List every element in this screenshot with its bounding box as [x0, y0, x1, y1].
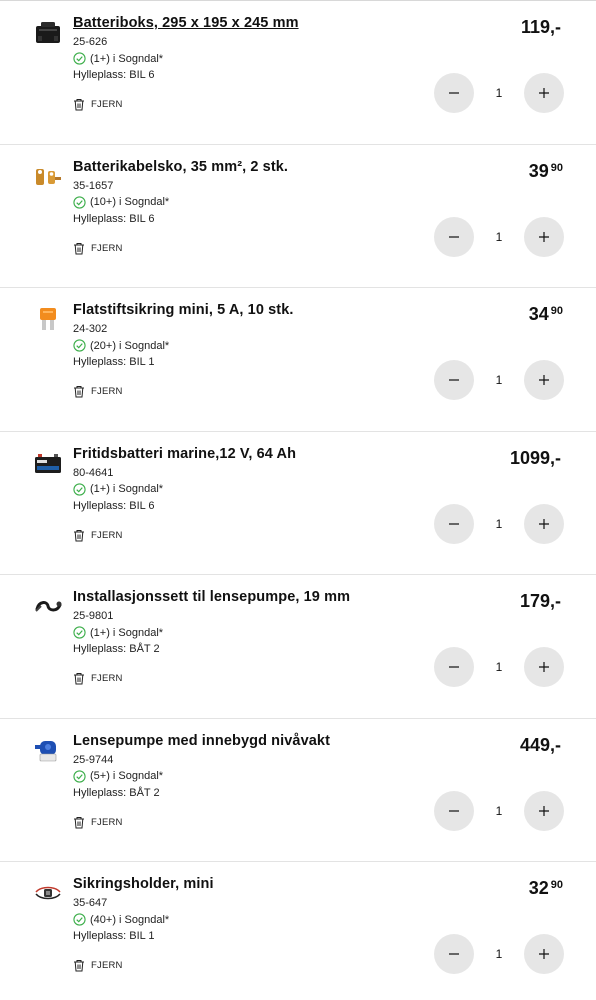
plus-icon	[538, 231, 550, 243]
trash-icon	[73, 98, 85, 111]
shelf-location	[73, 213, 155, 225]
remove-label: FJERN	[91, 242, 123, 254]
shelf-location	[73, 69, 155, 81]
price-main: 1099,-	[509, 447, 561, 468]
quantity-stepper	[434, 72, 564, 114]
quantity-stepper	[434, 503, 564, 545]
remove-label: FJERN	[91, 386, 123, 397]
quantity-stepper	[434, 359, 564, 401]
shelf-location	[73, 930, 155, 942]
cart-item	[0, 145, 596, 289]
plus-icon	[538, 87, 550, 99]
quantity-value[interactable]: 1	[495, 516, 503, 531]
trash-icon	[73, 816, 85, 829]
stock-status	[73, 913, 169, 926]
stock-text: (5+) i Sogndal*	[90, 770, 164, 782]
check-circle-icon	[73, 339, 86, 352]
increase-quantity-button[interactable]	[524, 217, 564, 257]
remove-button[interactable]	[73, 959, 123, 972]
cart-item	[0, 862, 596, 1000]
remove-button[interactable]	[73, 98, 123, 111]
remove-button[interactable]	[73, 385, 123, 398]
minus-icon	[448, 374, 460, 386]
trash-icon	[73, 672, 85, 685]
product-name-link[interactable]: Lensepumpe med innebygd nivåvakt	[73, 732, 331, 749]
shelf-value: BIL 6	[129, 499, 155, 512]
cart-item	[0, 288, 596, 432]
price	[510, 448, 563, 469]
stock-status	[73, 626, 163, 639]
minus-icon	[448, 518, 460, 530]
remove-button[interactable]	[73, 672, 123, 685]
quantity-stepper	[434, 646, 564, 688]
shelf-label: Hylleplass:	[73, 356, 127, 368]
increase-quantity-button[interactable]	[524, 73, 564, 113]
price	[520, 735, 563, 756]
plus-icon	[538, 374, 550, 386]
decrease-quantity-button[interactable]	[434, 217, 474, 257]
stock-text: (1+) i Sogndal*	[90, 483, 164, 495]
shelf-value: BÅT 2	[129, 786, 160, 799]
shelf-label: Hylleplass:	[73, 69, 127, 81]
increase-quantity-button[interactable]	[524, 791, 564, 831]
stock-status	[73, 339, 169, 352]
price	[529, 878, 563, 899]
check-circle-icon	[73, 196, 86, 209]
price	[521, 17, 563, 38]
shelf-location	[73, 787, 160, 799]
stock-status	[73, 196, 169, 209]
plus-icon	[538, 948, 550, 960]
shelf-label: Hylleplass:	[73, 786, 127, 799]
shelf-value: BIL 1	[129, 356, 155, 368]
price-main: 179,-	[519, 591, 561, 611]
increase-quantity-button[interactable]	[524, 647, 564, 687]
price-main: 119,-	[520, 17, 561, 37]
cart-item	[0, 575, 596, 719]
product-sku: 80-4641	[73, 466, 114, 479]
trash-icon	[73, 529, 85, 542]
product-name-link[interactable]: Flatstiftsikring mini, 5 A, 10 stk.	[73, 302, 294, 318]
decrease-quantity-button[interactable]	[434, 647, 474, 687]
trash-icon	[73, 959, 85, 972]
stock-status	[73, 770, 163, 783]
product-sku: 35-1657	[73, 179, 114, 192]
quantity-stepper	[434, 790, 564, 832]
quantity-value[interactable]: 1	[495, 660, 503, 674]
quantity-value[interactable]: 1	[495, 86, 503, 100]
shelf-value: BÅT 2	[129, 643, 160, 655]
stock-text: (20+) i Sogndal*	[90, 339, 170, 352]
check-circle-icon	[73, 770, 86, 783]
shelf-location	[73, 356, 155, 368]
fuse-holder-icon[interactable]	[33, 878, 63, 908]
cart-item	[0, 432, 596, 576]
remove-label: FJERN	[91, 816, 123, 828]
decrease-quantity-button[interactable]	[434, 360, 474, 400]
price-decimals: 90	[550, 161, 563, 174]
remove-button[interactable]	[73, 529, 123, 542]
minus-icon	[448, 805, 460, 817]
stock-status	[73, 52, 163, 65]
quantity-stepper	[434, 216, 564, 258]
shelf-value: BIL 6	[129, 69, 155, 81]
decrease-quantity-button[interactable]	[434, 934, 474, 974]
minus-icon	[448, 231, 460, 243]
remove-label: FJERN	[91, 99, 123, 110]
battery-icon[interactable]	[33, 448, 63, 478]
product-sku: 35-647	[73, 897, 108, 909]
product-sku: 25-9744	[73, 753, 114, 766]
price-decimals: 90	[550, 879, 563, 891]
product-sku: 25-9801	[73, 610, 114, 622]
minus-icon	[448, 948, 460, 960]
quantity-value[interactable]: 1	[495, 947, 503, 961]
increase-quantity-button[interactable]	[524, 360, 564, 400]
plus-icon	[538, 661, 550, 673]
shelf-label: Hylleplass:	[73, 499, 127, 512]
battery-box-icon[interactable]	[33, 17, 63, 47]
trash-icon	[73, 242, 85, 255]
price-main: 34	[528, 304, 549, 324]
price	[529, 304, 563, 325]
stock-text: (1+) i Sogndal*	[90, 626, 164, 639]
decrease-quantity-button[interactable]	[434, 791, 474, 831]
hose-kit-icon[interactable]	[33, 591, 63, 621]
product-sku: 25-626	[73, 36, 108, 48]
increase-quantity-button[interactable]	[524, 934, 564, 974]
minus-icon	[448, 87, 460, 99]
cart-item	[0, 1, 596, 145]
cable-lug-icon[interactable]	[33, 161, 63, 191]
remove-label: FJERN	[91, 673, 123, 684]
shelf-location	[73, 500, 155, 512]
trash-icon	[73, 385, 85, 398]
decrease-quantity-button[interactable]	[434, 73, 474, 113]
shelf-value: BIL 1	[129, 930, 155, 942]
product-name-link[interactable]: Batterikabelsko, 35 mm², 2 stk.	[73, 158, 289, 175]
shelf-label: Hylleplass:	[73, 212, 127, 225]
remove-label: FJERN	[91, 960, 123, 971]
shelf-value: BIL 6	[129, 212, 155, 225]
plus-icon	[538, 518, 550, 530]
check-circle-icon	[73, 483, 86, 496]
price	[520, 591, 563, 612]
shelf-label: Hylleplass:	[73, 930, 127, 942]
product-sku: 24-302	[73, 323, 108, 335]
check-circle-icon	[73, 913, 86, 926]
product-name-link[interactable]: Fritidsbatteri marine,12 V, 64 Ah	[73, 445, 297, 462]
stock-text: (40+) i Sogndal*	[90, 913, 170, 926]
price-decimals: 90	[550, 305, 563, 317]
shelf-location	[73, 643, 160, 655]
quantity-value[interactable]: 1	[495, 229, 503, 244]
quantity-value[interactable]: 1	[495, 373, 503, 387]
increase-quantity-button[interactable]	[524, 504, 564, 544]
shelf-label: Hylleplass:	[73, 643, 127, 655]
plus-icon	[538, 805, 550, 817]
product-name-link[interactable]: Batteriboks, 295 x 195 x 245 mm	[73, 15, 299, 31]
remove-button[interactable]	[73, 242, 123, 255]
cart-item-list	[0, 1, 596, 1000]
decrease-quantity-button[interactable]	[434, 504, 474, 544]
check-circle-icon	[73, 626, 86, 639]
stock-status	[73, 483, 163, 496]
price-main: 449,-	[519, 734, 561, 755]
remove-label: FJERN	[91, 529, 123, 541]
stock-text: (1+) i Sogndal*	[90, 52, 164, 65]
check-circle-icon	[73, 52, 86, 65]
bilge-pump-icon[interactable]	[33, 735, 63, 765]
stock-text: (10+) i Sogndal*	[90, 196, 170, 208]
price-main: 32	[528, 878, 549, 898]
product-name-link[interactable]: Sikringsholder, mini	[73, 876, 214, 892]
fuse-icon[interactable]	[33, 304, 63, 334]
remove-button[interactable]	[73, 816, 123, 829]
quantity-stepper	[434, 933, 564, 975]
cart-item	[0, 719, 596, 863]
price	[529, 161, 563, 182]
minus-icon	[448, 661, 460, 673]
product-name-link[interactable]: Installasjonssett til lensepumpe, 19 mm	[73, 589, 351, 605]
price-main: 39	[528, 160, 549, 181]
quantity-value[interactable]: 1	[495, 803, 503, 818]
